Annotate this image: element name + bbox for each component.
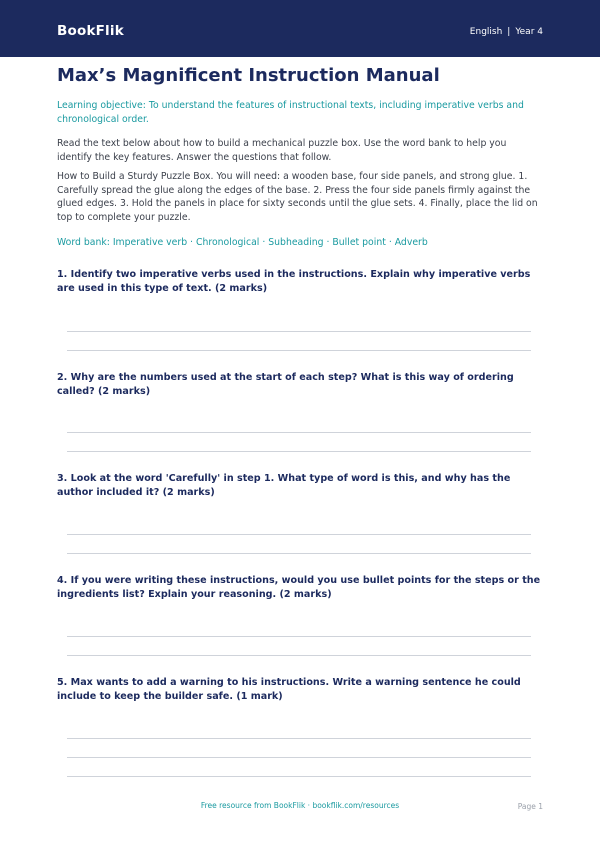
header-bar: [0, 0, 600, 57]
answer-line[interactable]: [67, 432, 531, 433]
learning-objective: Learning objective: To understand the features of instructional texts, including imperative verbs and chronological order.: [57, 100, 524, 125]
question-2: 2. Why are the numbers used at the start of each step? What is this way of ordering called? (2 marks): [57, 372, 514, 397]
brand-logo[interactable]: BookFlik: [57, 23, 124, 39]
word-bank: Word bank: Imperative verb · Chronological · Subheading · Bullet point · Adverb: [57, 237, 428, 248]
answer-line[interactable]: [67, 738, 531, 739]
answer-line[interactable]: [67, 331, 531, 332]
header-separator: |: [507, 27, 511, 37]
footer-resource-link[interactable]: Free resource from BookFlik · bookflik.com/resources: [200, 801, 400, 810]
page-title: Max’s Magnificent Instruction Manual: [57, 65, 440, 86]
page-number: Page 1: [517, 802, 543, 811]
answer-line[interactable]: [67, 636, 531, 637]
year-label: Year 4: [515, 27, 543, 37]
answer-line[interactable]: [67, 350, 531, 351]
intro-paragraph: Read the text below about how to build a mechanical puzzle box. Use the word bank to help you identify the key features. Answer the questions that follow.: [57, 138, 507, 163]
answer-line[interactable]: [67, 451, 531, 452]
question-5: 5. Max wants to add a warning to his instructions. Write a warning sentence he could include to keep the builder safe. (1 mark): [57, 677, 521, 702]
subject-year-label: [470, 27, 543, 37]
answer-line[interactable]: [67, 655, 531, 656]
question-4: 4. If you were writing these instructions, would you use bullet points for the steps or the ingredients list? Explain your reasoning. (2 marks): [57, 575, 541, 600]
answer-line[interactable]: [67, 776, 531, 777]
subject-label: English: [469, 27, 503, 37]
answer-line[interactable]: [67, 553, 531, 554]
question-3: 3. Look at the word 'Carefully' in step 1. What type of word is this, and why has the author included it? (2 marks): [57, 473, 511, 498]
answer-line[interactable]: [67, 757, 531, 758]
question-1: 1. Identify two imperative verbs used in the instructions. Explain why imperative verbs are used in this type of text. (2 marks): [57, 269, 531, 294]
passage-paragraph: How to Build a Sturdy Puzzle Box. You will need: a wooden base, four side panels, and strong glue. 1. Carefully spread the glue along the edges of the base. 2. Press the four side panels firmly against the glued edges. 3. Hold the panels in place for sixty seconds until the glue sets. 4. Finally, place the lid on top to complete your puzzle.: [57, 171, 538, 223]
answer-line[interactable]: [67, 534, 531, 535]
